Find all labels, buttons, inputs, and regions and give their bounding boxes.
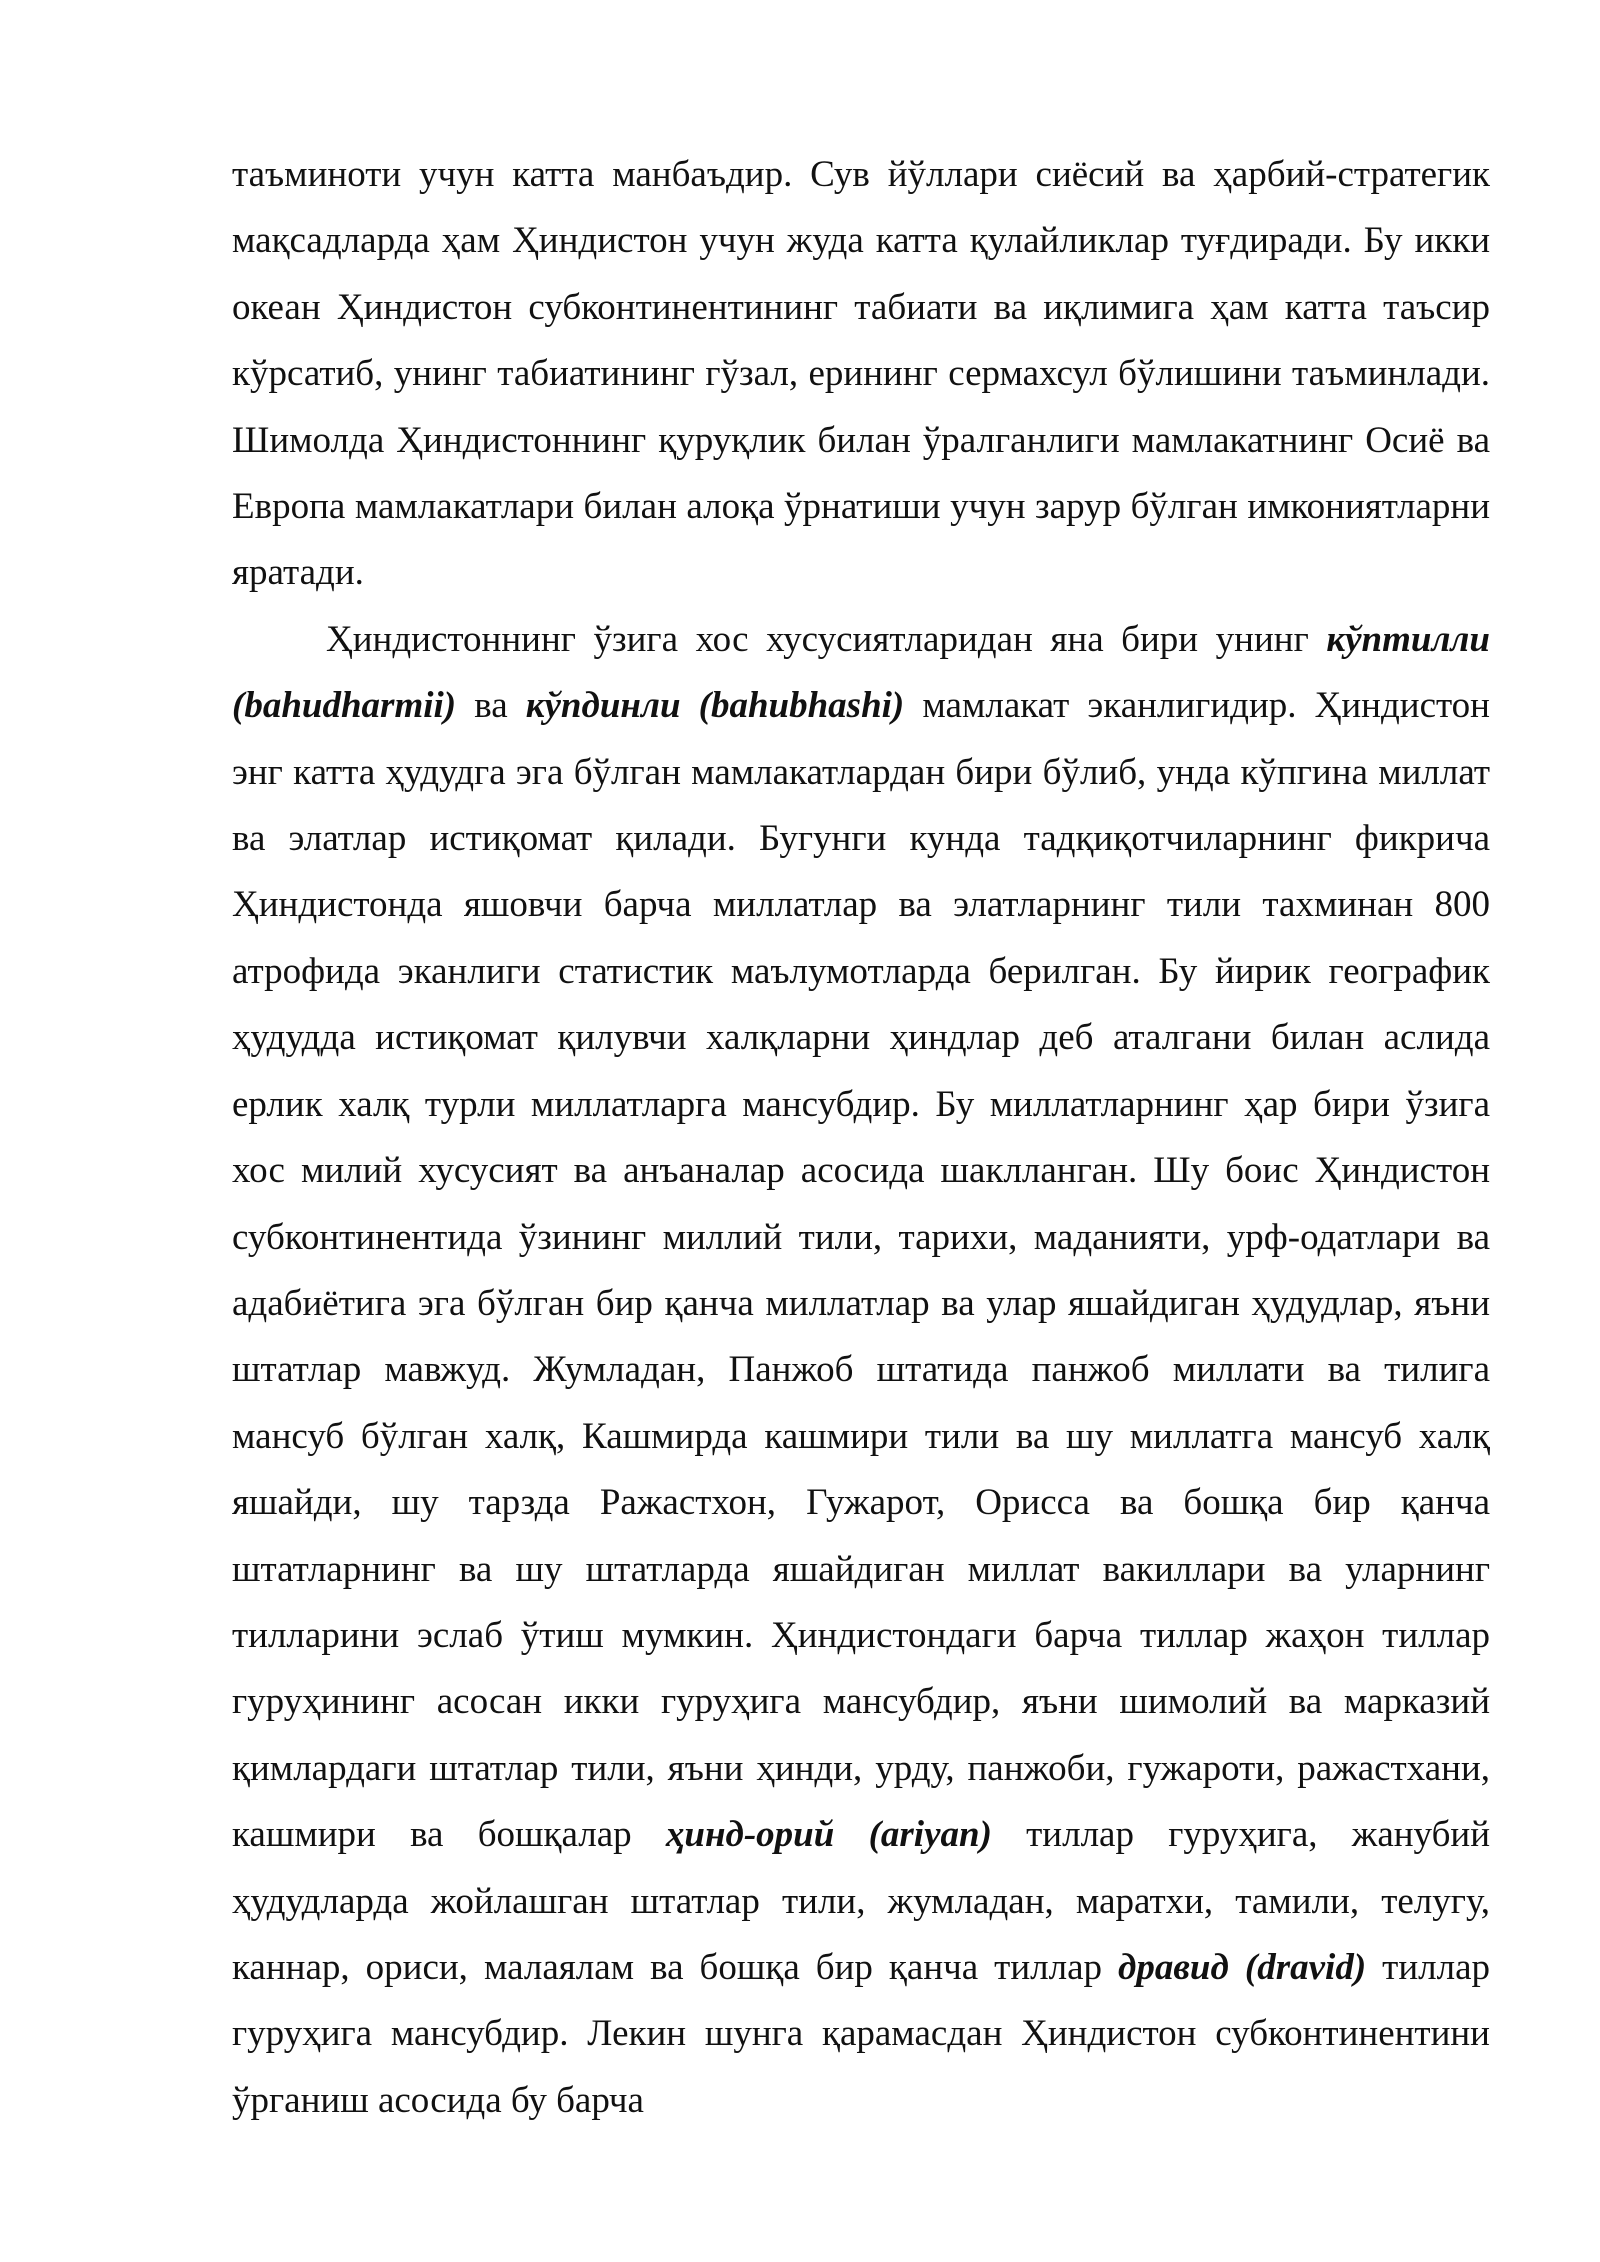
term-multireligious: кўпдинли (bahubhashi) [525, 685, 905, 727]
paragraph-continuation [232, 142, 1490, 607]
term-dravidian: дравид (dravid) [1118, 1946, 1367, 1988]
paragraph-text: тиллар гуруҳига мансубдир. Лекин шунга қарамасдан Ҳиндистон субконтинентини ўрганиш асосида бу барча [232, 1946, 1490, 2121]
paragraph-text: таъминоти учун катта манбаъдир. Сув йўллари сиёсий ва ҳарбий-стратегик мақсадларда ҳам Ҳиндистон учун жуда катта қулайликлар туғдиради. Бу икки океан Ҳиндистон субконтинентининг табиати ва иқлимига ҳам катта таъсир кўрсатиб, унинг табиатининг гўзал, ерининг сермахсул бўлишини таъминлади. Шимолда Ҳиндистоннинг қуруқлик билан ўралганлиги мамлакатнинг Осиё ва Европа мамлакатлари билан алоқа ўрнатиши учун зарур бўлган имкониятларни яратади. [232, 154, 1490, 594]
paragraph-text: мамлакат эканлигидир. Ҳиндистон энг катта ҳудудга эга бўлган мамлакатлардан бири бўлиб, унда кўпгина миллат ва элатлар истиқомат қилади. Бугунги кунда тадқиқотчиларнинг фикрича Ҳиндистонда яшовчи барча миллатлар ва элатларнинг тили тахминан 800 атрофида эканлиги статистик маълумотларда берилган. Бу йирик географик ҳудудда истиқомат қилувчи халқларни ҳиндлар деб аталгани билан аслида ерлик халқ турли миллатларга мансубдир. Бу миллатларнинг ҳар бири ўзига хос милий хусусият ва анъаналар асосида шаклланган. Шу боис Ҳиндистон субконтинентида ўзининг миллий тили, тарихи, маданияти, урф-одатлари ва адабиётига эга бўлган бир қанча миллатлар ва улар яшайдиган ҳудудлар, яъни штатлар мавжуд. Жумладан, Панжоб штатида панжоб миллати ва тилига мансуб бўлган халқ, Кашмирда кашмири тили ва шу миллатга мансуб халқ яшайди, шу тарзда Ражастхон, Гужарот, Орисса ва бошқа бир қанча штатларнинг ва шу штатларда яшайдиган миллат вакиллари ва уларнинг тилларини эслаб ўтиш мумкин. Ҳиндистондаги барча тиллар жаҳон тиллар гуруҳининг асосан икки гуруҳига мансубдир, яъни шимолий ва марказий қимлардаги штатлар тили, яъни ҳинди, урду, панжоби, гужароти, ражастхани, кашмири ва бошқалар [232, 685, 1490, 1856]
paragraph-text: ва [456, 685, 526, 727]
term-multilingual: кўптилли (bahudharmii) [232, 618, 1490, 727]
paragraph-text: тиллар гуруҳига, жанубий ҳудудларда жойлашган штатлар тили, жумладан, маратхи, тамили, телугу, каннар, ориси, малаялам ва бошқа бир қанча тиллар [232, 1814, 1490, 1988]
paragraph-text: Ҳиндистоннинг ўзига хос хусусиятларидан яна бири унинг [326, 618, 1327, 660]
term-indo-aryan: ҳинд-орий (ariyan) [665, 1814, 992, 1856]
document-body [232, 142, 1490, 2134]
paragraph-languages-and-peoples [232, 607, 1490, 2134]
